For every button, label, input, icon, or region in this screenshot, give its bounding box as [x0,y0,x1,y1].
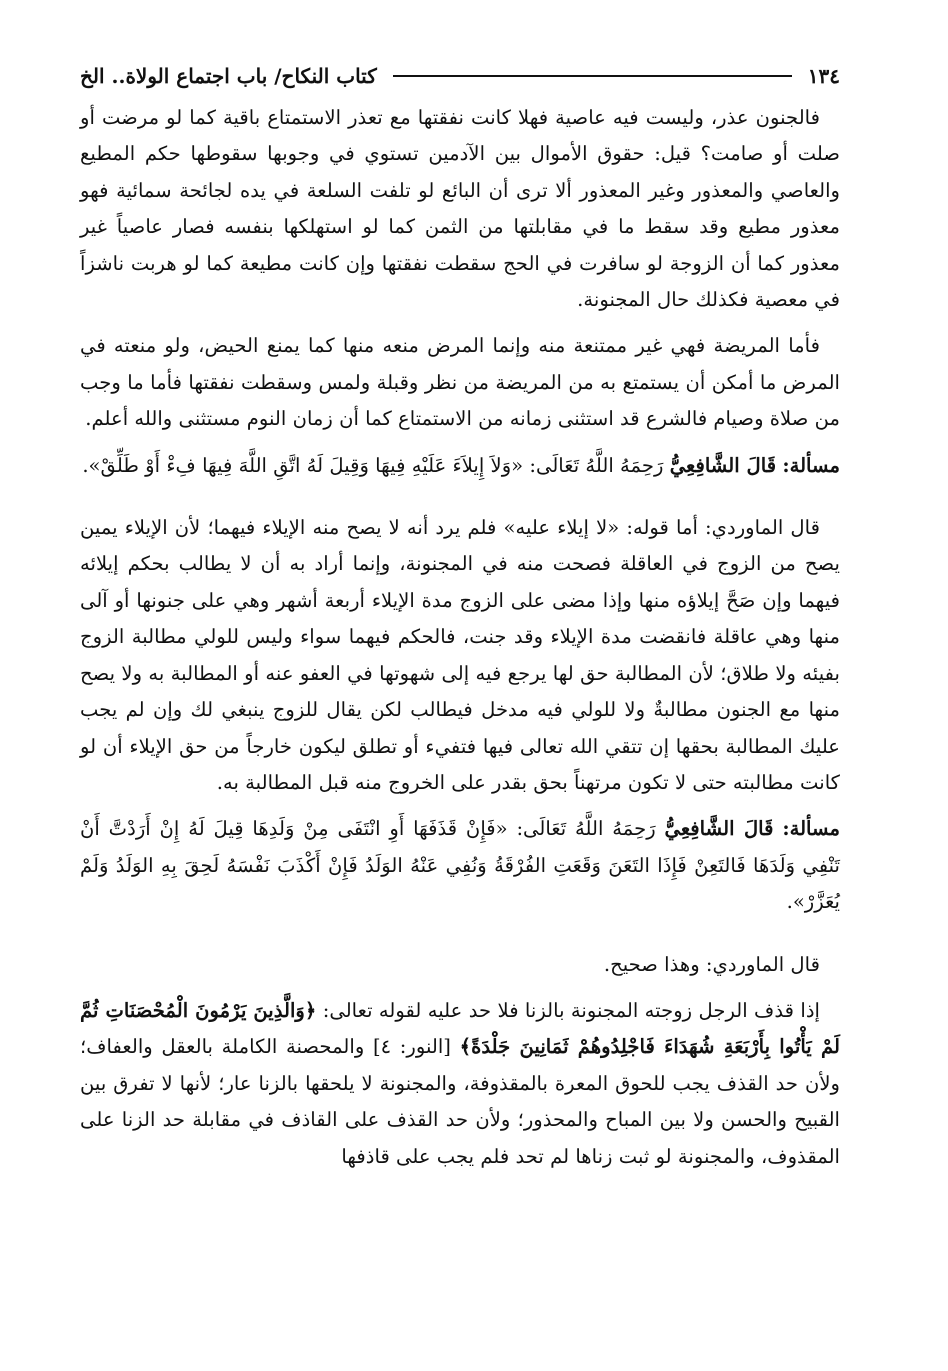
page-body [80,100,840,1175]
masala-label: مسألة: [782,453,840,477]
text-before-verse: إذا قذف الرجل زوجته المجنونة بالزنا فلا حد عليه لقوله تعالى: [322,998,820,1022]
masala-text: رَحِمَهُ اللَّهُ تَعَالَى: «وَلاَ إِيلاَءَ عَلَيْهِ فِيهَا وَقِيلَ لَهُ اتَّقِ اللَّهَ فِيهَا فِءْ أَوْ طَلِّقْ». [82,453,664,477]
masala-paragraph [80,811,840,920]
paragraph: قال الماوردي: وهذا صحيح. [603,952,820,976]
masala-label: مسألة: [782,817,840,841]
masala-text: رَحِمَهُ اللَّهُ تَعَالَى: «فَإِنْ قَذَفَهَا أَوِ انْتَفَى مِنْ وَلَدِهَا قِيلَ لَهُ إِنْ أَرَدْتَّ أَنْ تَنْفِي وَلَدَهَا فَالتَعِنْ فَإِذَا التَعَنَ وَقَعَتِ الفُرْقَةُ وَنُفِي عَنْهُ الوَلَدُ فَإِنْ أَكْذَبَ نَفْسَهُ لَحِقَ بِهِ الوَلَدُ وَلَمْ يُعَزَّرْ». [80,817,840,914]
chapter-title: كتاب النكاح/ باب اجتماع الولاة.. الخ [80,64,377,88]
quran-verse: ﴿وَالَّذِينَ يَرْمُونَ الْمُحْصَنَاتِ ثُمَّ لَمْ يَأْتُوا بِأَرْبَعَةِ شُهَدَاءَ فَاجْلِدُوهُمْ ثَمَانِينَ جَلْدَةً﴾ [80,998,841,1059]
imam-name: قَالَ الشَّافِعِيُّ [664,817,774,841]
running-header [80,58,840,94]
paragraph: فالجنون عذر، وليست فيه عاصية فهلا كانت نفقتها مع تعذر الاستمتاع باقية كما لو مرضت أو صلت أو صامت؟ قيل: حقوق الأموال بين الآدمين تستوي في وجوبها سقوطها حكم المطيع والعاصي والمعذور وغير المعذور ألا ترى أن البائع لو تلفت السلعة في يده لجائحة سمائية فهو معذور مطيع وقد سقط ما في مقابلتها من الثمن كما لو استهلكها بنفسه فصار عاصياً غير معذور كما أن الزوجة لو سافرت في الحج سقطت نفقتها وإن كانت مطيعة كما لو هربت ناشزاً في معصية فكذلك حال المجنونة. [80,106,840,312]
imam-name: قَالَ الشَّافِعِيُّ [669,453,777,477]
header-rule [393,75,792,77]
paragraph: قال الماوردي: أما قوله: «لا إيلاء عليه» فلم يرد أنه لا يصح منه الإيلاء فيهما؛ لأن الإيلاء يمين يصح من الزوج في العاقلة فصحت منه في المجنونة، وإنما أراد به أن لا يطالب بحكم إيلائه فيهما وإن صَحَّ إيلاؤه منها وإذا مضى على الزوج مدة الإيلاء أربعة أشهر وهي على جنونها أو آلى منها وهي عاقلة فانقضت مدة الإيلاء وقد جنت، فالحكم فيهما سواء وليس للولي مطالبة الزوج بفيئه ولا طلاق؛ لأن المطالبة حق لها يرجع فيه إلى شهوتها في العفو عنه أو المطالبة به ولا يصح منها مع الجنون مطالبةٌ ولا للولي فيه مدخل فيطالب لكن يقال للزوج ينبغي لك وإن لم يجب عليك المطالبة بحقها إن تتقي الله تعالى فيها فتفيء أو تطلق ليكون خارجاً من حق الإيلاء أن لو كانت مطالبته حتى لا تكون مرتهناً بحق بقدر على الخروج منه قبل المطالبة به. [80,516,840,794]
paragraph-with-verse [80,993,840,1175]
masala-paragraph [80,448,840,484]
paragraph: فأما المريضة فهي غير ممتنعة منه وإنما المرض منعه منها كما يمنع الحيض، ولو منعته في المرض ما أمكن أن يستمتع به من المريضة من نظر وقبلة ولمس وسقطت نفقتها فأما ما وجب من صلاة وصيام فالشرع قد استثنى زمانه من الاستمتاع كما أن زمان النوم مستثنى والله أعلم. [80,334,840,431]
document-page [80,58,840,1175]
text-after-verse: [النور: ٤] والمحصنة الكاملة بالعقل والعفاف؛ ولأن حد القذف يجب للحوق المعرة بالمقذوفة، والمجنونة لا يلحقها بالزنا عار؛ لأنها لا تفرق بين القبيح والحسن ولا بين المباح والمحذور؛ ولأن حد القذف على القاذف في مقابلة حد الزنا على المقذوف، والمجنونة لو ثبت زناها لم تحد فلم يجب على قاذفها [80,1035,840,1168]
page-number: ١٣٤ [807,64,840,88]
